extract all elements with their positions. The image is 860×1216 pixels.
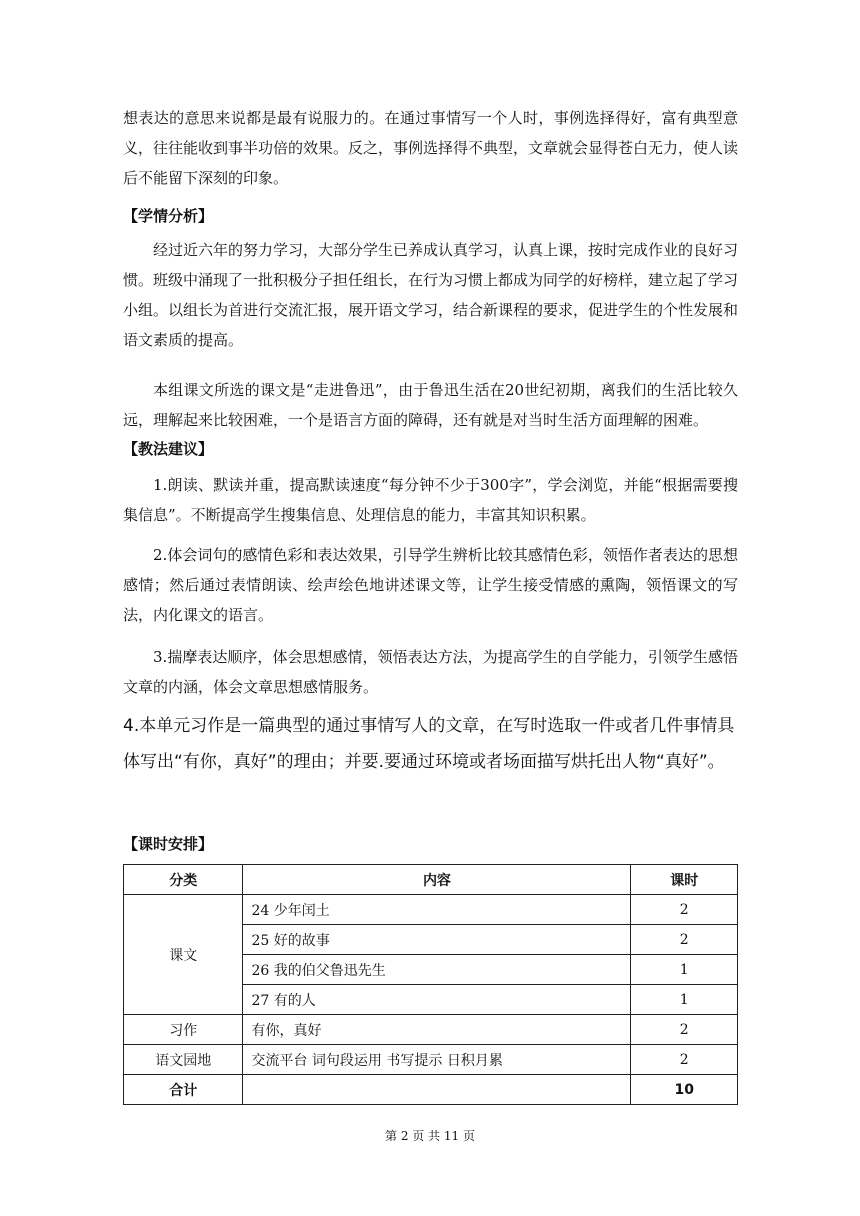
student-analysis-paragraph-2: 本组课文所选的课文是“走进鲁迅”，由于鲁迅生活在20世纪初期，离我们的生活比较久远，理解起来比较困难，一个是语言方面的障碍，还有就是对当时生活方面理解的困难。 [123, 381, 738, 429]
teaching-suggestion-4: 4.本单元习作是一篇典型的通过事情写人的文章，在写时选取一件或者几件事情具体写出“有你，真好”的理由；并要.要通过环境或者场面描写烘托出人物“真好”。 [123, 716, 735, 772]
student-analysis-heading: 【学情分析】 [123, 207, 214, 225]
row-content: 25 好的故事 [243, 925, 631, 955]
row-category-writing: 习作 [124, 1015, 243, 1045]
row-hours: 2 [631, 925, 738, 955]
total-content [243, 1075, 631, 1105]
row-hours: 2 [631, 895, 738, 925]
student-analysis-paragraph-1: 经过近六年的努力学习，大部分学生已养成认真学习，认真上课，按时完成作业的良好习惯。班级中涌现了一批积极分子担任组长，在行为习惯上都成为同学的好榜样，建立起了学习小组。以组长为首进行交流汇报，展开语文学习，结合新课程的要求，促进学生的个性发展和语文素质的提高。 [123, 241, 739, 349]
schedule-table [123, 864, 738, 1105]
table-row [124, 1015, 738, 1045]
row-category-garden: 语文园地 [124, 1045, 243, 1075]
row-content: 有你，真好 [243, 1015, 631, 1045]
table-row [124, 1045, 738, 1075]
teaching-suggestion-2: 2.体会词句的感情色彩和表达效果，引导学生辨析比较其感情色彩，领悟作者表达的思想感情；然后通过表情朗读、绘声绘色地讲述课文等，让学生接受情感的熏陶，领悟课文的写法，内化课文的语言。 [123, 546, 738, 624]
table-row [124, 895, 738, 925]
column-header-category: 分类 [124, 865, 243, 895]
table-total-row [124, 1075, 738, 1105]
row-hours: 2 [631, 1045, 738, 1075]
schedule-heading: 【课时安排】 [123, 835, 214, 853]
teaching-suggestion-3: 3.揣摩表达顺序，体会思想感情，领悟表达方法，为提高学生的自学能力，引领学生感悟文章的内涵，体会文章思想感情服务。 [123, 648, 738, 696]
total-hours: 10 [631, 1075, 738, 1105]
row-category-lessons: 课文 [124, 895, 243, 1015]
table-header-row [124, 865, 738, 895]
intro-paragraph: 想表达的意思来说都是最有说服力的。在通过事情写一个人时，事例选择得好，富有典型意义，往往能收到事半功倍的效果。反之，事例选择得不典型，文章就会显得苍白无力，使人读后不能留下深刻的印象。 [123, 109, 739, 187]
row-content: 24 少年闰土 [243, 895, 631, 925]
teaching-suggestions-heading: 【教法建议】 [123, 440, 214, 458]
total-label: 合计 [124, 1075, 243, 1105]
row-hours: 2 [631, 1015, 738, 1045]
row-hours: 1 [631, 955, 738, 985]
row-hours: 1 [631, 985, 738, 1015]
page-footer: 第 2 页 共 11 页 [385, 1129, 475, 1143]
row-content: 27 有的人 [243, 985, 631, 1015]
teaching-suggestion-1: 1.朗读、默读并重，提高默读速度“每分钟不少于300字”，学会浏览，并能“根据需要搜集信息”。不断提高学生搜集信息、处理信息的能力，丰富其知识积累。 [123, 476, 738, 524]
column-header-content: 内容 [243, 865, 631, 895]
column-header-hours: 课时 [631, 865, 738, 895]
row-content: 26 我的伯父鲁迅先生 [243, 955, 631, 985]
row-content: 交流平台 词句段运用 书写提示 日积月累 [243, 1045, 631, 1075]
